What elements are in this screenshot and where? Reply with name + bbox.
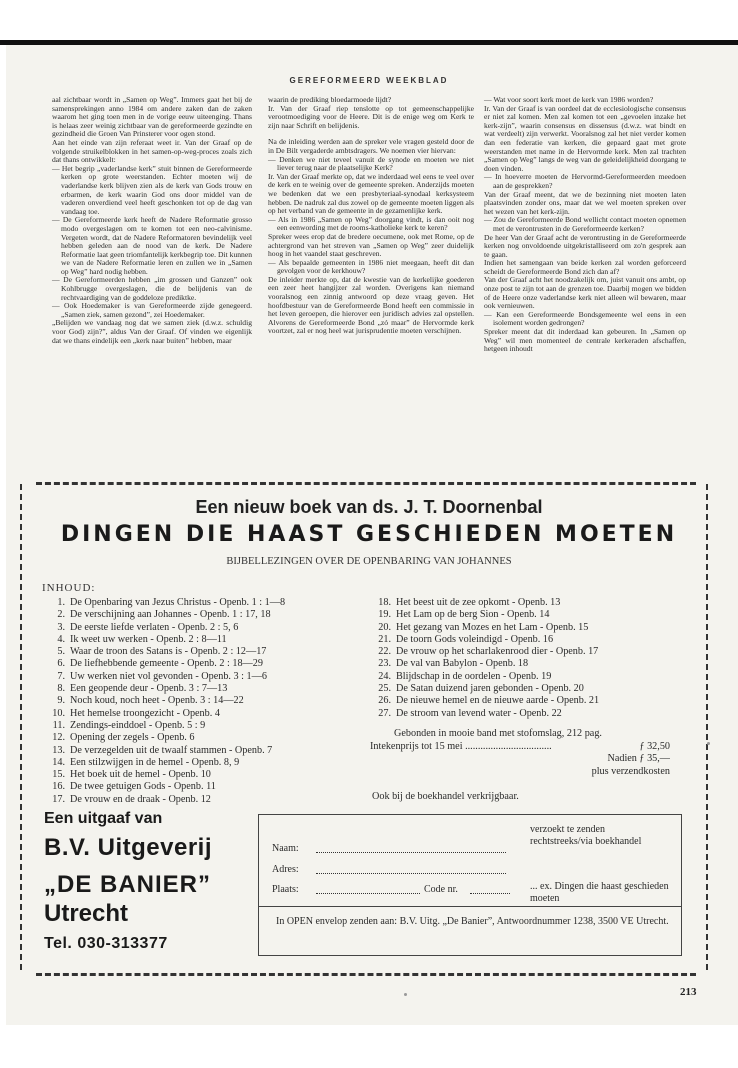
text-column-1 (52, 96, 252, 345)
publisher-intro: Een uitgaaf van (44, 810, 163, 827)
code-field[interactable] (470, 884, 510, 894)
address-label: Adres: (272, 864, 299, 875)
dash-item: — Als bepaalde gemeenten in 1986 niet meegaan, heeft dit dan gevolgen voor de kerkhouw? (268, 257, 474, 276)
contents-item (44, 769, 374, 781)
contents-item-title: Het beest uit de zee opkomt - Openb. 13 (396, 597, 561, 608)
contents-item-number: 23. (378, 658, 391, 670)
contents-item-title: Het hemelse troongezicht - Openb. 4 (70, 707, 220, 719)
contents-item-number: 10. (52, 707, 65, 719)
contents-item-number: 5. (57, 646, 65, 658)
publisher-city: Utrecht (44, 900, 129, 927)
paragraph: waarin de prediking bloedarmoede lijdt? (268, 95, 392, 104)
contents-item (44, 708, 374, 720)
city-field[interactable] (316, 884, 420, 894)
contents-item-title: Uw werken niet vol gevonden - Openb. 3 : 1—6 (70, 670, 267, 682)
contents-item (44, 745, 374, 757)
contents-item-title: De nieuwe hemel en de nieuwe aarde - Openb. 21 (396, 695, 600, 707)
contents-item (44, 794, 374, 806)
contents-item (44, 622, 374, 634)
form-divider (258, 906, 681, 907)
contents-item-title: Het boek uit de hemel - Openb. 10 (70, 769, 211, 781)
address-field[interactable] (316, 864, 506, 874)
paragraph: aal zichtbaar wordt in „Samen op Weg”. Immers gaat het bij de samensprekingen anno 1984 om andere zaken dan de zaken waarom het ging toen men in de vorige eeuw uiteenging. Thans is helaas zeer weinig zichtbaar van de gereformeerde gezindte en gezindheid die Groen Van Prinsterer voor ogen stond. (52, 95, 252, 139)
contents-item-number: 13. (52, 744, 65, 756)
contents-item-number: 11. (52, 719, 65, 731)
contents-item-title: Noch koud, noch heet - Openb. 3 : 14—22 (70, 695, 244, 707)
paragraph: Spreker wees erop dat de bredere oecumene, ook met Rome, op de achtergrond van het streven van „Samen op Weg” zeer duidelijk hoog in het vaandel staat geschreven. (268, 231, 474, 259)
contents-item-title: De eerste liefde verlaten - Openb. 2 : 5, 6 (70, 621, 239, 633)
book-title: DINGEN DIE HAAST GESCHIEDEN MOETEN (60, 522, 678, 547)
contents-item (44, 757, 374, 769)
publisher-brand: „DE BANIER” (44, 871, 212, 898)
contents-item-title: De Satan duizend jaren gebonden - Openb. 20 (396, 683, 584, 695)
contents-item-number: 17. (52, 793, 65, 805)
contents-item (370, 622, 700, 634)
page-number: 213 (680, 986, 697, 998)
contents-item-number: 21. (378, 633, 391, 645)
contents-item-number: 8. (57, 683, 65, 695)
contents-item-title: Waar de troon des Satans is - Openb. 2 : 12—17 (70, 646, 267, 658)
dash-item: — De Gereformeerde kerk heeft de Nadere Reformatie grosso modo overgeslagen om te komen tot een neo-calvinisme. Vergeten wordt, dat de Nadere Reformatoren bevindelijk veel hebben geleden aan de nood van de kerk. De Nadere Reformatie laat geen triomfantelijk kerkbegrip toe. Dit kunnen we van de Nadere Reformatie leren en zullen we in „Samen op Weg” hard nodig hebben. (52, 215, 252, 276)
speck (707, 742, 710, 745)
paragraph: De heer Van der Graaf acht de verontrusting in de Gereformeerde kerken nog onvoldoende uitgekristalliseerd om zo'n gesprek aan te gaan. (484, 232, 686, 259)
paragraph: „Belijden we vandaag nog dat we samen ziek (d.w.z. schuldig voor God) zijn?”, aldus Van der Graaf. Of vinden we eigenlijk dat we thans eindelijk een „kerk naar buiten” hebben, maar (52, 318, 252, 345)
contents-item-title: Blijdschap in de oordelen - Openb. 19 (396, 670, 552, 682)
paragraph: Na de inleiding werden aan de spreker vele vragen gesteld door de in De Bilt vergaderde ambtsdragers. We noemen vier hiervan: (268, 137, 474, 155)
intro-price-label: Intekenprijs tot 15 mei .................................. (370, 741, 552, 752)
copies-text: ... ex. Dingen die haast geschieden moeten (530, 881, 669, 904)
contents-item-title: Ik weet uw werken - Openb. 2 : 8—11 (70, 633, 227, 645)
contents-item (370, 695, 700, 707)
dash-item: — De Gereformeerden hebben „im grossen und Ganzen” ook Kohlbrugge overgeslagen, die de belijdenis van de rechtvaardiging van de goddeloze prediktke. (52, 275, 252, 302)
contents-item (44, 683, 374, 695)
paragraph: Van der Graaf acht het noodzakelijk om, juist vanuit ons ambt, op onze post te zijn tot aan de grenzen toe. Daarbij mogen we bidden of de Heere onze vaderlandse kerk niet alleen wil bewaren, maar ook vernieuwen. (484, 275, 686, 311)
contents-item-number: 3. (57, 621, 65, 633)
contents-item-number: 12. (52, 732, 65, 744)
dash-item: — Als in 1986 „Samen op Weg” doorgang vindt, is dan ooit nog een eenwording met de rooms-katholieke kerk te keren? (268, 214, 474, 233)
shipping-note: plus verzendkosten (591, 765, 670, 777)
contents-item-title: Het gezang van Mozes en het Lam - Openb. 15 (396, 621, 589, 633)
envelope-note: In OPEN envelop zenden aan: B.V. Uitg. „De Banier”, Antwoordnummer 1238, 3500 VE Utrecht. (276, 916, 669, 927)
contents-item-number: 27. (378, 707, 391, 719)
paragraph: Van der Graaf meent, dat we de bezinning niet moeten laten plaatsvinden zonder ons, maar dat we wel moeten spreken over het wezen van het kerk-zijn. (484, 189, 686, 216)
contents-item-title: De twee getuigen Gods - Openb. 11 (70, 781, 216, 793)
speck (404, 993, 407, 996)
dash-item: — Kan een Gereformeerde Bondsgemeente wel eens in een isolement worden gedrongen? (484, 309, 686, 328)
publisher-phone: Tel. 030-313377 (44, 935, 168, 952)
contents-item (370, 708, 700, 720)
contents-item-number: 18. (378, 597, 391, 608)
contents-item-number: 15. (52, 769, 65, 781)
dash-item: — Wat voor soort kerk moet de kerk van 1986 worden? (484, 95, 654, 104)
contents-item (370, 658, 700, 670)
contents-item (44, 781, 374, 793)
contents-item-number: 7. (57, 670, 65, 682)
contents-item-number: 19. (378, 609, 391, 621)
contents-item-number: 16. (52, 781, 65, 793)
contents-item-title: De verschijning aan Johannes - Openb. 1 : 17, 18 (70, 609, 271, 621)
contents-heading: INHOUD: (42, 582, 96, 594)
contents-item-number: 20. (378, 621, 391, 633)
publisher-name: B.V. Uitgeverij (44, 834, 213, 861)
later-price: Nadien ƒ 35,— (607, 753, 670, 765)
contents-item-title: De liefhebbende gemeente - Openb. 2 : 18—29 (70, 658, 263, 670)
contents-item-title: De vrouw en de draak - Openb. 12 (70, 793, 211, 805)
contents-item-title: De verzegelden uit de twaalf stammen - Openb. 7 (70, 744, 273, 756)
contents-item-number: 14. (52, 756, 65, 768)
contents-item-number: 24. (378, 670, 391, 682)
contents-item-title: De stroom van levend water - Openb. 22 (396, 707, 562, 719)
contents-item (370, 683, 700, 695)
request-text: verzoekt te zenden rechtstreeks/via boekhandel (530, 824, 642, 847)
text-column-3 (484, 96, 686, 354)
contents-item (370, 671, 700, 683)
contents-item-title: Het Lam op de berg Sion - Openb. 14 (396, 609, 550, 621)
contents-item (44, 658, 374, 670)
contents-item-number: 2. (57, 609, 65, 621)
contents-item (370, 646, 700, 658)
paragraph: Ir. Van der Graaf is van oordeel dat de ecclesiologische consensus er niet zal komen. Men zal komen tot een „gevoelen inzake het kerk-zijn”, waarin consensus en dissensus (d.w.z. wat bindt en wat verdeelt) zijn verwerkt. Vooralsnog zal het niet verder komen dan een federatie van kerken, die gepaard gaat met grote weerstanden met name in de Hervormde kerk. Men zal trachten „Samen op Weg” langs de weg van de geleidelijkheid doorgang te doen vinden. (484, 103, 686, 173)
ad-title: Een nieuw boek van ds. J. T. Doornenbal (195, 497, 543, 517)
contents-item-number: 6. (57, 658, 65, 670)
binding-info: Gebonden in mooie band met stofomslag, 212 pag. (394, 728, 602, 739)
contents-item-number: 25. (378, 683, 391, 695)
contents-item (44, 695, 374, 707)
paragraph: Ir. Van der Graaf riep tenslotte op tot gemeenschappelijke verootmoediging voor de Heere. Dit is de enige weg om Kerk te zijn naar Schrift en belijdenis. (268, 103, 474, 130)
contents-item-title: Zendings-einddoel - Openb. 5 : 9 (70, 719, 206, 731)
contents-item (370, 609, 700, 621)
intro-price-value: ƒ 32,50 (639, 741, 670, 752)
contents-item-title: Opening der zegels - Openb. 6 (70, 732, 195, 744)
name-label: Naam: (272, 843, 299, 854)
dash-item: — Denken we niet teveel vanuit de synode en moeten we niet liever terug naar de plaatselijke Kerk? (268, 154, 474, 173)
contents-item (44, 646, 374, 658)
contents-item (44, 597, 374, 609)
contents-list-left (44, 597, 374, 806)
contents-item (370, 634, 700, 646)
dash-item: — In hoeverre moeten de Hervormd-Gereformeerden meedoen aan de gesprekken? (484, 172, 686, 190)
dash-item: — Ook Hoedemaker is van Gereformeerde zijde genegeerd. „Samen ziek, samen gezond”, zei Hoedemaker. (52, 301, 252, 319)
dash-item: — Zou de Gereformeerde Bond wellicht contact moeten opnemen met de verontrusten in de Gereformeerde kerken? (484, 215, 686, 233)
book-subtitle: BIJBELLEZINGEN OVER DE OPENBARING VAN JOHANNES (226, 556, 512, 567)
contents-item-number: 4. (57, 633, 65, 645)
contents-item (44, 732, 374, 744)
city-label: Plaats: (272, 884, 299, 895)
paragraph: Spreker meent dat dit inderdaad kan gebeuren. In „Samen op Weg” wil men momenteel de centrale kerkeraden afschaffen, hetgeen inhoudt (484, 327, 686, 354)
dash-item: — Het begrip „vaderlandse kerk” stuit binnen de Gereformeerde kerken op grote weerstanden. Echter moeten wij de vaderlandse kerk blijven zien als de kerk van Gods trouw en erbarmen, de kerk waarin God ons door middel van de vaderen onverdiend veel heeft geschonken tot op de dag van vandaag toe. (52, 163, 252, 216)
contents-item (44, 609, 374, 621)
paragraph: Indien het samengaan van beide kerken zal worden geforceerd scheidt de Gereformeerde Bond zich dan af? (484, 258, 686, 276)
contents-item-title: Een geopende deur - Openb. 3 : 7—13 (70, 683, 228, 695)
contents-item-title: De val van Babylon - Openb. 18 (396, 658, 529, 670)
text-column-2 (268, 96, 474, 336)
contents-item-title: De vrouw op het scharlakenrood dier - Openb. 17 (396, 646, 599, 658)
paragraph: Aan het einde van zijn referaat weet ir. Van der Graaf op de volgende struikelblokken in het samen-op-weg-proces zoals zich dat thans ontwikkelt: (52, 137, 252, 165)
contents-list-right (370, 597, 700, 720)
contents-item (370, 597, 700, 609)
contents-item-title: De Openbaring van Jezus Christus - Openb. 1 : 1—8 (70, 597, 286, 608)
name-field[interactable] (316, 843, 506, 853)
contents-item-title: Een stilzwijgen in de hemel - Openb. 8, 9 (70, 756, 240, 768)
contents-item-number: 22. (378, 646, 391, 658)
code-label: Code nr. (424, 884, 458, 895)
paragraph: De inleider merkte op, dat de kwestie van de kerkelijke goederen een zeer heet hangijzer zal worden. Overigens kan niemand vooralsnog een zinnig antwoord op deze vraag geven. Het hoofdbestuur van de Gereformeerde Bond heeft een commissie in het leven geroepen, die hierover een juridisch advies zal opstellen. Alvorens de Gereformeerde Bond „zó maar” de Hervormde kerk voortzet, zal er nog heel wat jurisprudentie moeten verschijnen. (268, 274, 474, 336)
contents-item (44, 720, 374, 732)
contents-item-number: 1. (57, 597, 65, 608)
bookshop-note: Ook bij de boekhandel verkrijgbaar. (372, 791, 519, 802)
contents-item (44, 634, 374, 646)
paragraph: Ir. Van der Graaf merkte op, dat we inderdaad wel eens te veel over de kerk en te weinig over de gemeente spreken. Anderzijds moeten we bedenken dat we een presbyteriaal-synodaal kerksysteem hebben. De nadruk zal dus zowel op de gemeente moeten liggen als op het verband van de gemeente in de gezamenlijke kerk. (268, 171, 474, 216)
contents-item-title: De toorn Gods voleindigd - Openb. 16 (396, 633, 554, 645)
contents-item (44, 671, 374, 683)
contents-item-number: 26. (378, 695, 391, 707)
price-block (370, 741, 670, 778)
contents-item-number: 9. (57, 695, 65, 707)
running-header: GEREFORMEERD WEEKBLAD (289, 76, 449, 85)
